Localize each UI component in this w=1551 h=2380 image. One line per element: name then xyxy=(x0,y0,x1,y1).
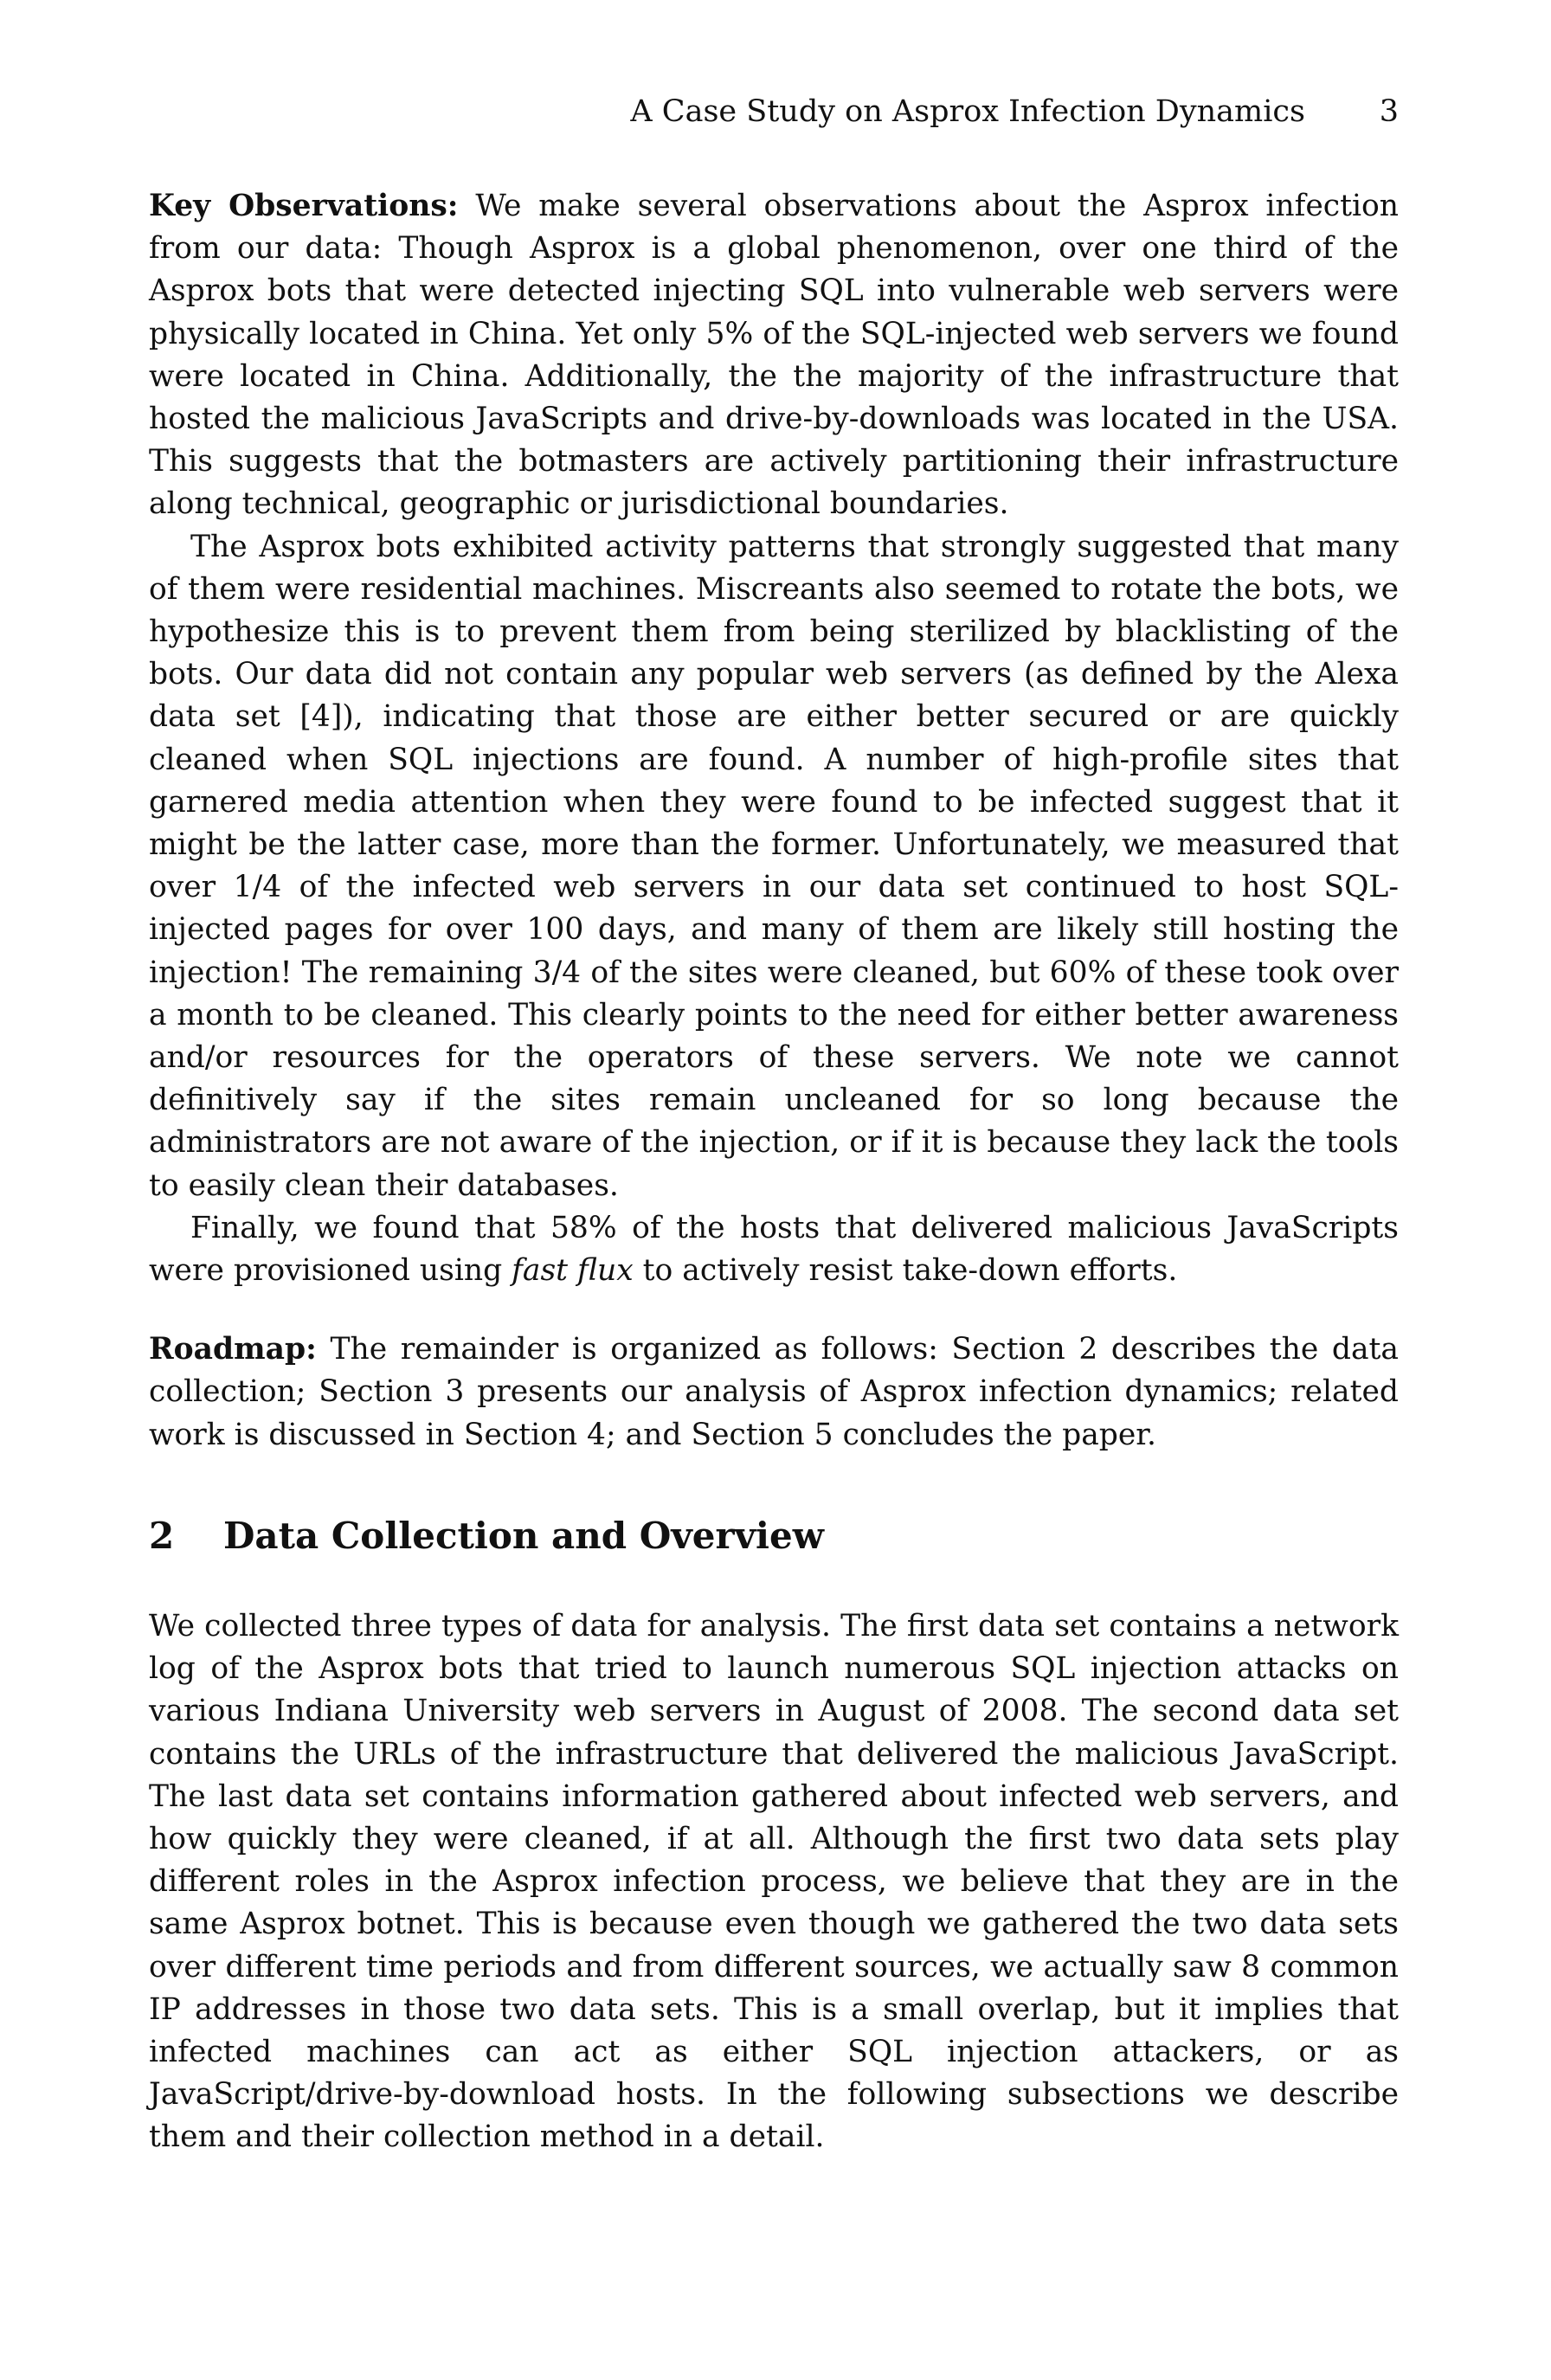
key-observations-paragraph xyxy=(149,185,1399,526)
key-observations-text: We make several observations about the Asprox infection from our data: Though Asprox is a global phenomenon, over one third of the Asprox bots that were detected injecting SQL into vulnerable web servers were physically located in China. Yet only 5% of the SQL-injected web servers we found were located in China. Additionally, the the majority of the infrastructure that hosted the malicious JavaScripts and drive-by-downloads was located in the USA. This suggests that the botmasters are actively partitioning their infrastructure along technical, geographic or jurisdictional boundaries. xyxy=(149,189,1400,522)
fast-flux-term: fast flux xyxy=(512,1253,634,1289)
roadmap-heading: Roadmap: xyxy=(149,1332,317,1367)
running-head xyxy=(149,90,1399,133)
roadmap-paragraph xyxy=(149,1328,1399,1457)
body-text xyxy=(149,185,1399,2159)
fast-flux-paragraph: Finally, we found that 58% of the hosts that delivered malicious JavaScripts were provisioned using fast flux to actively resist take-down efforts. xyxy=(149,1210,1399,1289)
bot-activity-paragraph: The Asprox bots exhibited activity patterns that strongly suggested that many of them were residential machines. Miscreants also seemed to rotate the bots, we hypothesize this is to prevent them from being sterilized by blacklisting of the bots. Our data did not contain any popular web servers (as defined by the Alexa data set [4]), indicating that those are either better secured or are quickly cleaned when SQL injections are found. A number of high-profile sites that garnered media attention when they were found to be infected suggest that it might be the latter case, more than the former. Unfortunately, we measured that over 1/4 of the infected web servers in our data set continued to host SQL-injected pages for over 100 days, and many of them are likely still hosting the injection! The remaining 3/4 of the sites were cleaned, but 60% of these took over a month to be cleaned. This clearly points to the need for either better awareness and/or resources for the operators of these servers. We note we cannot definitively say if the sites remain uncleaned for so long because the administrators are not aware of the injection, or if it is because they lack the tools to easily clean their databases. xyxy=(149,529,1399,1203)
section-2-title: Data Collection and Overview xyxy=(223,1514,824,1557)
section-2-number: 2 xyxy=(149,1514,175,1557)
roadmap-text: The remainder is organized as follows: Section 2 describes the data collection; Section 3 presents our analysis of Asprox infection dynamics; related work is discussed in Section 4; and Section 5 concludes the paper. xyxy=(149,1332,1399,1452)
section-2-heading xyxy=(149,1510,1399,1562)
page-number: 3 xyxy=(1379,94,1399,129)
data-collection-paragraph: We collected three types of data for analysis. The first data set contains a network log of the Asprox bots that tried to launch numerous SQL injection attacks on various Indiana University web servers in August of 2008. The second data set contains the URLs of the infrastructure that delivered the malicious JavaScript. The last data set contains information gathered about infected web servers, and how quickly they were cleaned, if at all. Although the first two data sets play different roles in the Asprox infection process, we believe that they are in the same Asprox botnet. This is because even though we gathered the two data sets over different time periods and from different sources, we actually saw 8 common IP addresses in those two data sets. This is a small overlap, but it implies that infected machines can act as either SQL injection attackers, or as JavaScript/drive-by-download hosts. In the following subsections we describe them and their collection method in a detail. xyxy=(149,1608,1399,2155)
paper-page xyxy=(149,0,1399,2380)
running-head-title: A Case Study on Asprox Infection Dynamics xyxy=(630,94,1305,129)
key-observations-heading: Key Observations: xyxy=(149,189,459,223)
